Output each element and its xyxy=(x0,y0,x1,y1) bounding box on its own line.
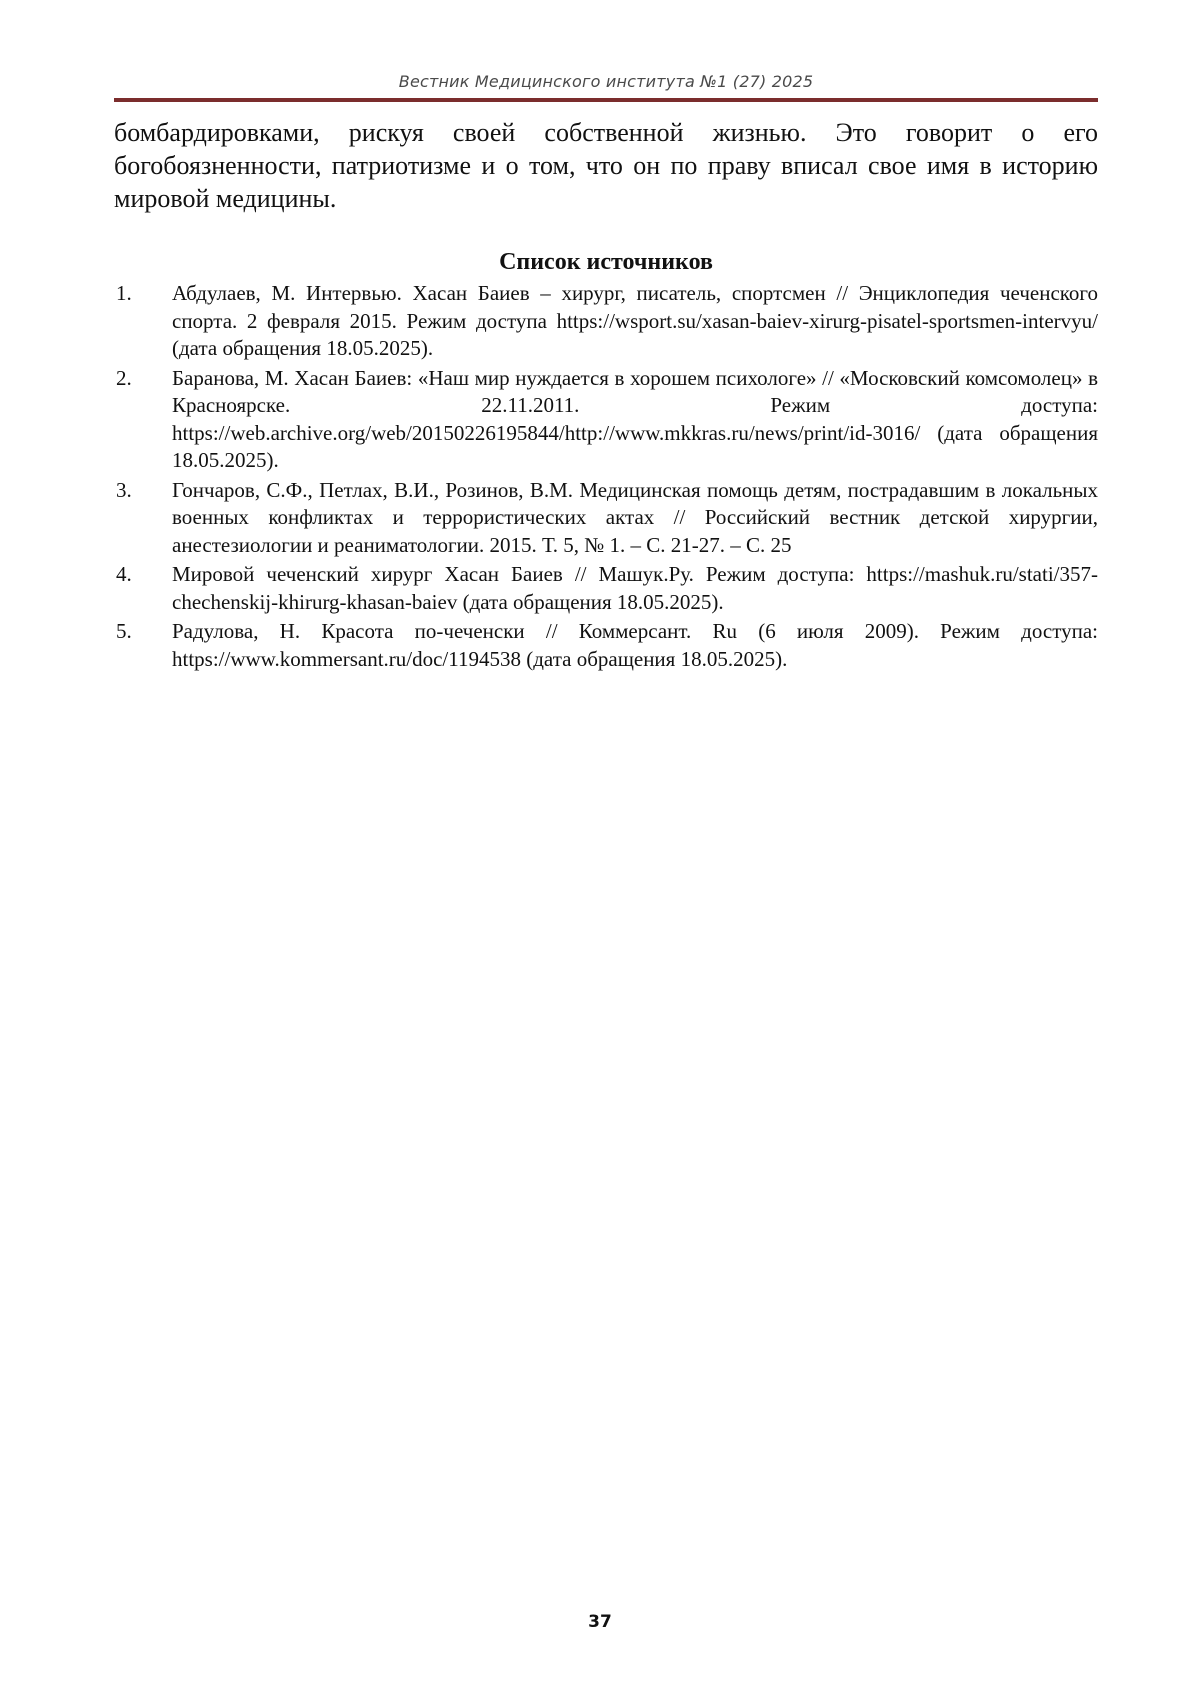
reference-text: Радулова, Н. Красота по-чеченски // Коммерсант. Ru (6 июля 2009). Режим доступа: https://www.kommersant.ru/doc/1194538 (дата обращения 18.05.2025). xyxy=(172,619,1098,671)
reference-text: Мировой чеченский хирург Хасан Баиев // Машук.Ру. Режим доступа: https://mashuk.ru/stati/357-chechenskij-khirurg-khasan-baiev (дата обращения 18.05.2025). xyxy=(172,562,1098,614)
header-rule xyxy=(114,98,1098,102)
reference-number: 2. xyxy=(116,365,132,390)
reference-item xyxy=(114,618,1098,673)
body-paragraph: бомбардировками, рискуя своей собственной жизнью. Это говорит о его богобоязненности, патриотизме и о том, что он по праву вписал свое имя в историю мировой медицины. xyxy=(114,118,1098,213)
reference-text: Баранова, М. Хасан Баиев: «Наш мир нуждается в хорошем психологе» // «Московский комсомолец» в Красноярске. 22.11.2011. Режим доступа: https://web.archive.org/web/20150226195844/http://www.mkkras.ru/news/print/id-3016/ (дата обращения 18.05.2025). xyxy=(172,365,1098,472)
page-number: 37 xyxy=(588,1612,612,1632)
running-header: Вестник Медицинского института №1 (27) 2025 xyxy=(398,72,814,91)
reference-number: 4. xyxy=(116,562,132,586)
reference-text: Гончаров, С.Ф., Петлах, В.И., Розинов, В.М. Медицинская помощь детям, пострадавшим в локальных военных конфликтах и террористических актах // Российский вестник детской хирургии, анестезиологии и реаниматологии. 2015. Т. 5, № 1. – С. 21-27. – С. 25 xyxy=(172,477,1098,557)
reference-text: Абдулаев, М. Интервью. Хасан Баиев – хирург, писатель, спортсмен // Энциклопедия чеченского спорта. 2 февраля 2015. Режим доступа https://wsport.su/xasan-baiev-xirurg-pisatel-sportsmen-intervyu/ (дата обращения 18.05.2025). xyxy=(172,281,1098,360)
reference-number: 5. xyxy=(116,619,132,643)
reference-item xyxy=(114,365,1098,475)
reference-item xyxy=(114,561,1098,616)
reference-item xyxy=(114,477,1098,560)
references-title: Список источников xyxy=(499,249,713,275)
reference-number: 3. xyxy=(116,477,132,502)
references-list xyxy=(114,280,1098,675)
reference-item xyxy=(114,280,1098,363)
reference-number: 1. xyxy=(116,281,132,305)
